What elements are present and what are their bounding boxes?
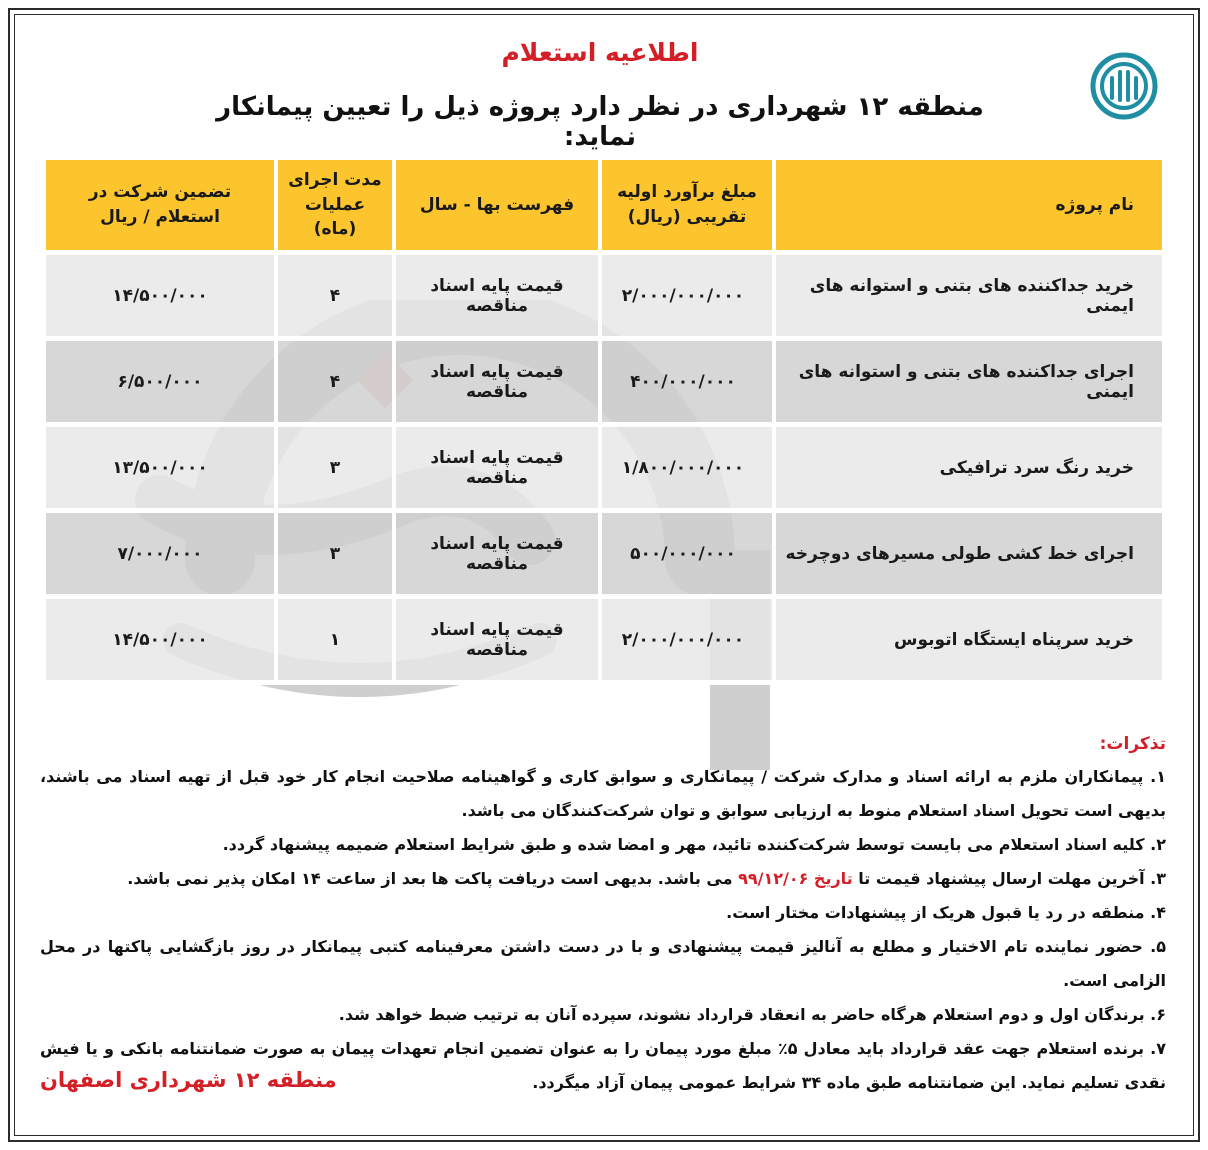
header-project: نام پروژه — [772, 160, 1162, 255]
cell-price-list: قیمت پایه اسناد مناقصه — [392, 341, 598, 427]
table-row — [46, 427, 1162, 513]
table-row — [46, 255, 1162, 341]
note-item — [40, 862, 1166, 896]
cell-guarantee: ۱۳/۵۰۰/۰۰۰ — [46, 427, 274, 513]
cell-estimate: ۱/۸۰۰/۰۰۰/۰۰۰ — [598, 427, 772, 513]
note-item: ۴. منطقه در رد یا قبول هریک از پیشنهادات مختار است. — [726, 903, 1166, 922]
table-header-row — [46, 160, 1162, 255]
cell-duration: ۳ — [274, 513, 392, 599]
cell-estimate: ۲/۰۰۰/۰۰۰/۰۰۰ — [598, 255, 772, 341]
notes-title: تذکرات: — [1099, 734, 1166, 754]
table-row — [46, 341, 1162, 427]
cell-duration: ۴ — [274, 255, 392, 341]
municipality-logo-icon — [1090, 52, 1158, 120]
cell-guarantee: ۱۴/۵۰۰/۰۰۰ — [46, 599, 274, 685]
note-item: ۲. کلیه اسناد استعلام می بایست توسط شرکت‌کننده تائید، مهر و امضا شده و طبق شرایط استعلام ضمیمه پیشنهاد گردد. — [222, 835, 1166, 854]
cell-price-list: قیمت پایه اسناد مناقصه — [392, 427, 598, 513]
note-item: ۵. حضور نماینده تام الاختیار و مطلع به آنالیز قیمت پیشنهادی و با در دست داشتن معرفینامه کتبی پیمانکار در روز بازگشایی پاکتها در محل الزامی است. — [40, 937, 1166, 990]
header-estimate: مبلغ برآورد اولیه تقریبی (ریال) — [598, 160, 772, 255]
page-title: اطلاعیه استعلام — [501, 38, 699, 67]
cell-project: اجرای جداکننده های بتنی و استوانه های ایمنی — [772, 341, 1162, 427]
cell-estimate: ۴۰۰/۰۰۰/۰۰۰ — [598, 341, 772, 427]
note-item: ۶. برندگان اول و دوم استعلام هرگاه حاضر به انعقاد قرارداد نشوند، سپرده آنان به ترتیب ضبط خواهد شد. — [338, 1005, 1166, 1024]
cell-duration: ۳ — [274, 427, 392, 513]
deadline-date: تاریخ ۹۹/۱۲/۰۶ — [738, 869, 853, 888]
cell-price-list: قیمت پایه اسناد مناقصه — [392, 513, 598, 599]
note-item: ۷. برنده استعلام جهت عقد قرارداد باید معادل ۵٪ مبلغ مورد پیمان را به عنوان تضمین انجام تعهدات پیمان به صورت ضمانتنامه بانکی و یا فیش نقدی تسلیم نماید. این ضمانتنامه طبق ماده ۳۴ شرایط عمومی پیمان آزاد میگردد. — [40, 1039, 1166, 1092]
cell-duration: ۱ — [274, 599, 392, 685]
header-price-list: فهرست بها - سال — [392, 160, 598, 255]
cell-estimate: ۵۰۰/۰۰۰/۰۰۰ — [598, 513, 772, 599]
note-text: می باشد. بدیهی است دریافت پاکت ها بعد از ساعت ۱۴ امکان پذیر نمی باشد. — [127, 869, 733, 888]
cell-price-list: قیمت پایه اسناد مناقصه — [392, 255, 598, 341]
cell-guarantee: ۱۴/۵۰۰/۰۰۰ — [46, 255, 274, 341]
cell-project: خرید سرپناه ایستگاه اتوبوس — [772, 599, 1162, 685]
note-item: ۱. پیمانکاران ملزم به ارائه اسناد و مدارک شرکت / پیمانکاری و سوابق کاری و گواهینامه صلاحیت انجام کار خود قبل از تهیه اسناد می باشند، بدیهی است تحویل اسناد استعلام منوط به ارزیابی سوابق و توان شرکت‌کنندگان می باشد. — [40, 767, 1166, 820]
note-text: ۳. آخرین مهلت ارسال پیشنهاد قیمت تا — [858, 869, 1166, 888]
notes-list — [40, 760, 1166, 1100]
table-row — [46, 599, 1162, 685]
cell-project: خرید رنگ سرد ترافیکی — [772, 427, 1162, 513]
cell-price-list: قیمت پایه اسناد مناقصه — [392, 599, 598, 685]
cell-estimate: ۲/۰۰۰/۰۰۰/۰۰۰ — [598, 599, 772, 685]
cell-duration: ۴ — [274, 341, 392, 427]
cell-guarantee: ۶/۵۰۰/۰۰۰ — [46, 341, 274, 427]
cell-project: خرید جداکننده های بتنی و استوانه های ایمنی — [772, 255, 1162, 341]
footer-signature: منطقه ۱۲ شهرداری اصفهان — [40, 1068, 337, 1092]
table-row — [46, 513, 1162, 599]
cell-project: اجرای خط کشی طولی مسیرهای دوچرخه — [772, 513, 1162, 599]
projects-table — [46, 160, 1162, 685]
page-subtitle: منطقه ۱۲ شهرداری در نظر دارد پروژه ذیل را تعیین پیمانکار نماید: — [216, 92, 984, 152]
header-duration: مدت اجرای عملیات (ماه) — [274, 160, 392, 255]
header-guarantee: تضمین شرکت در استعلام / ریال — [46, 160, 274, 255]
cell-guarantee: ۷/۰۰۰/۰۰۰ — [46, 513, 274, 599]
